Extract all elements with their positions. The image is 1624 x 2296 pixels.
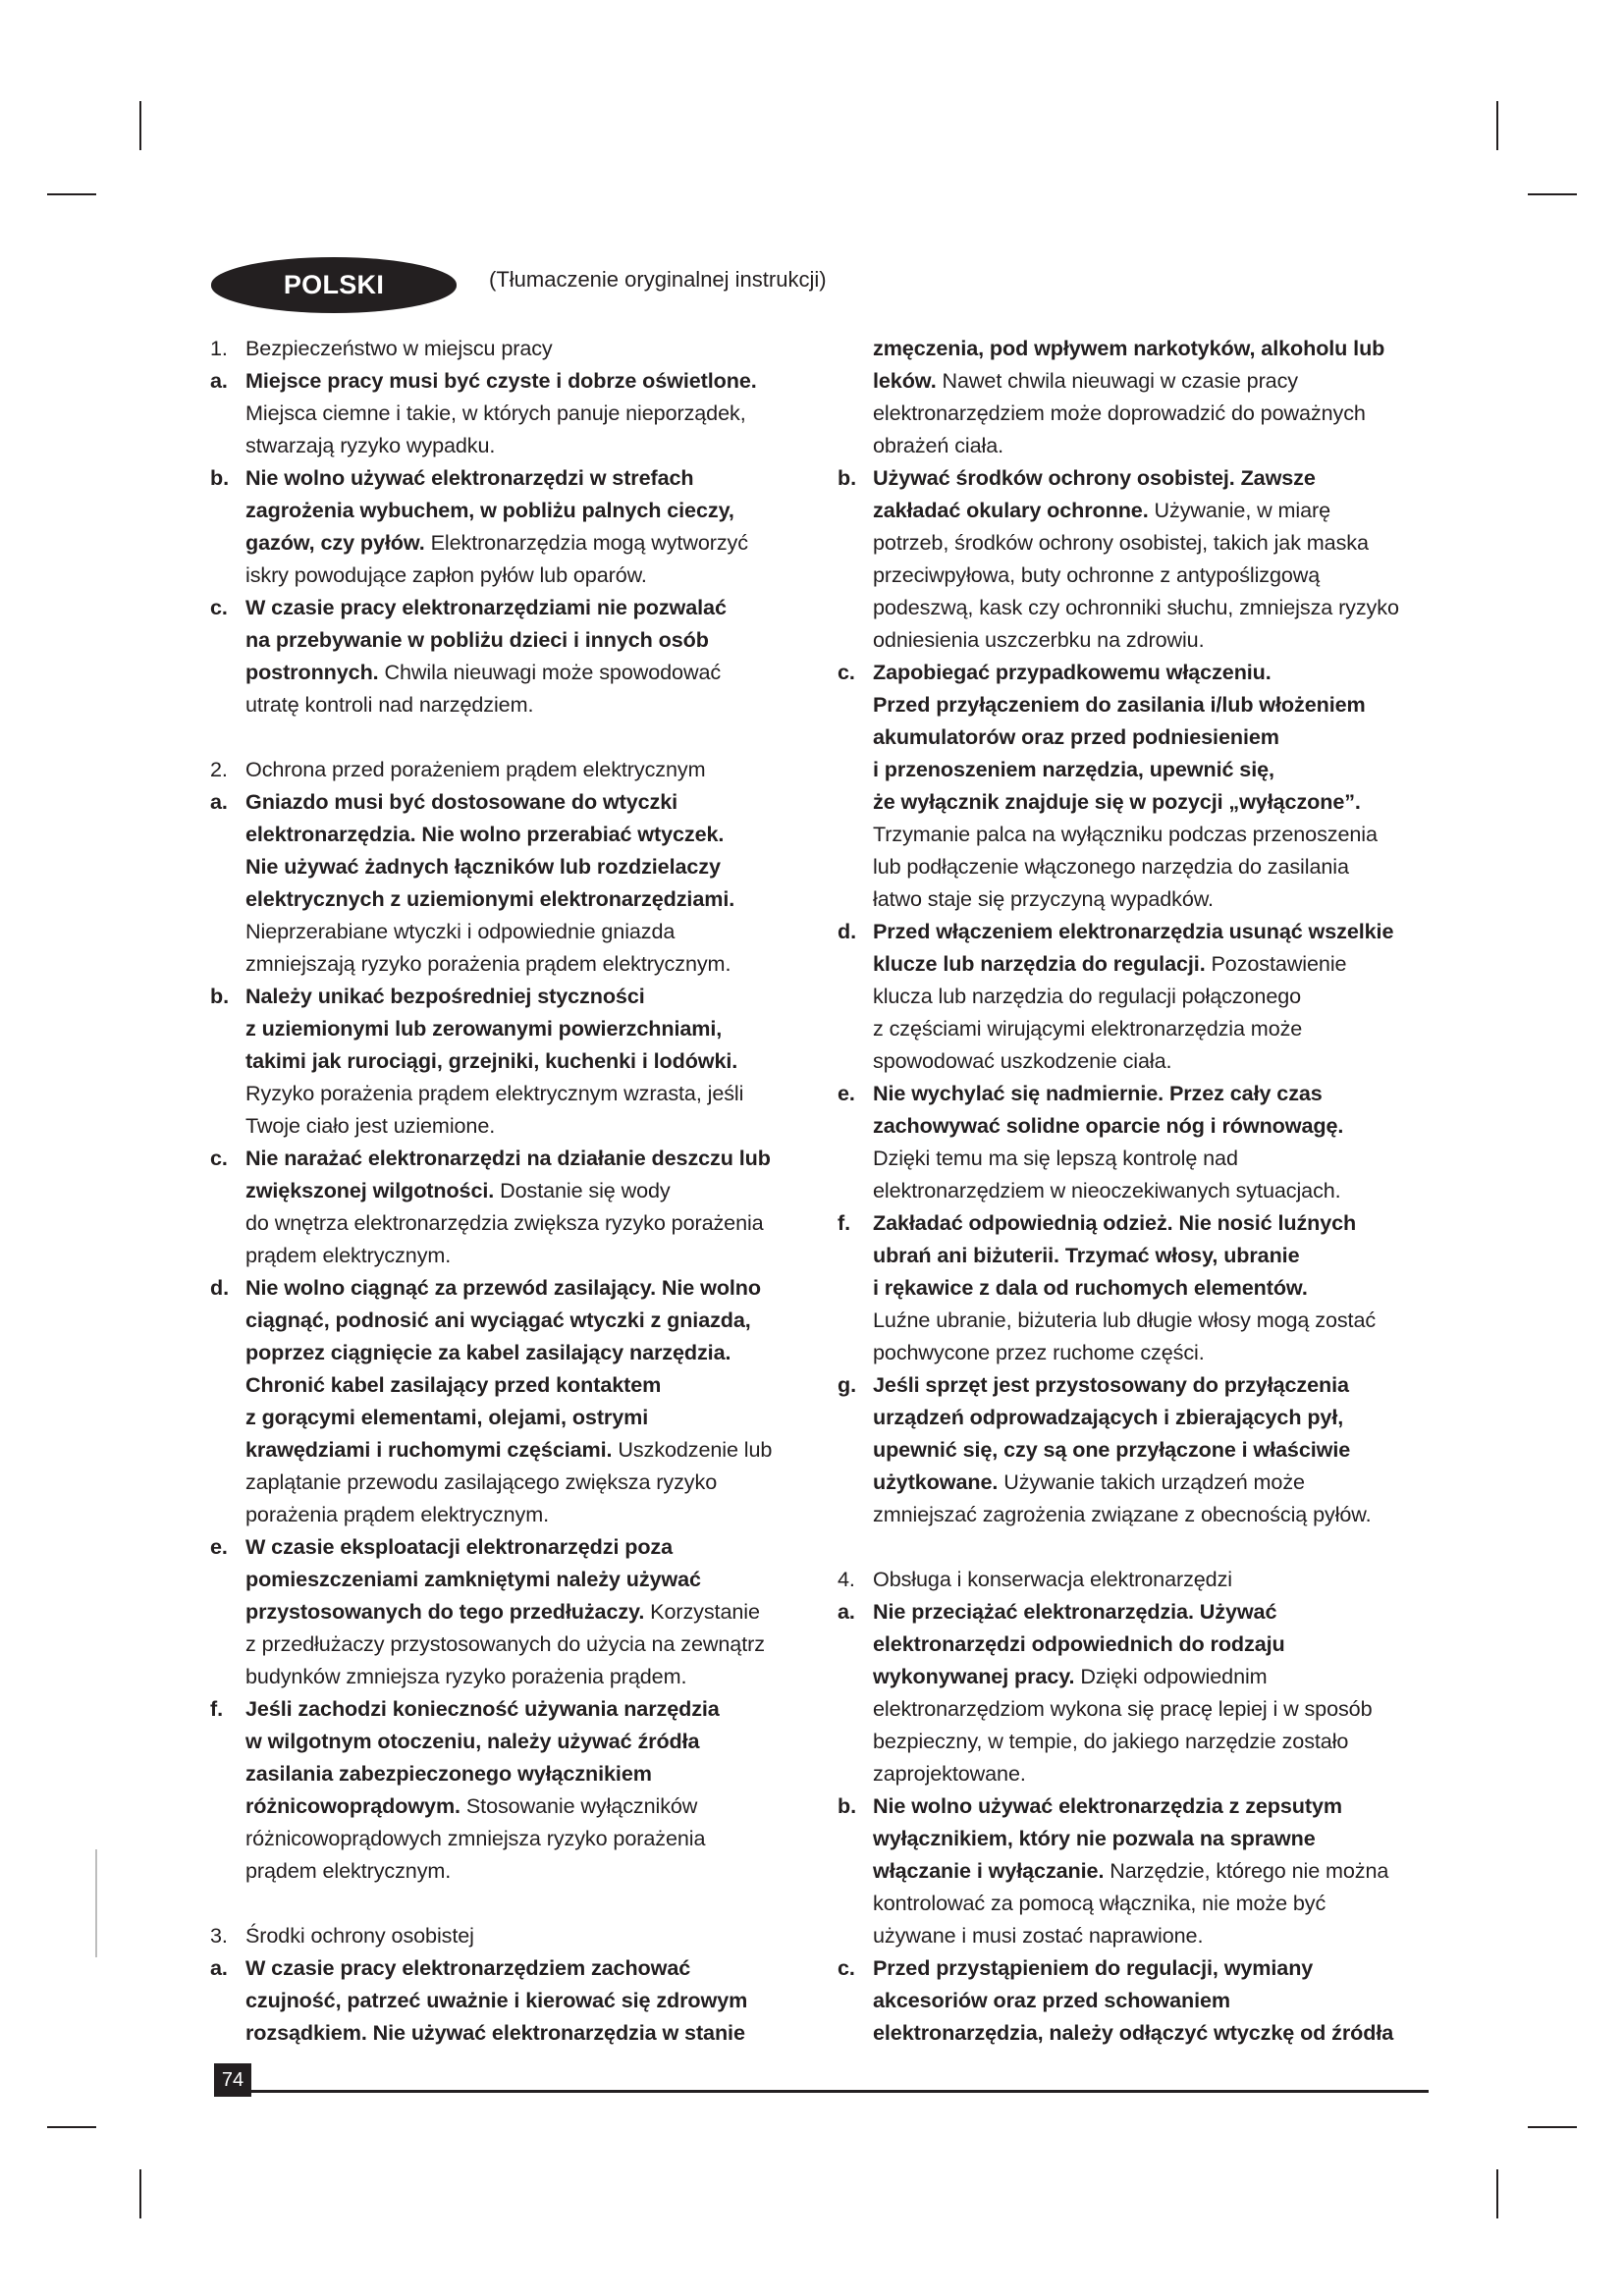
text-line (210, 1660, 819, 1692)
section-title: Ochrona przed porażeniem prądem elektrycznym (245, 757, 706, 781)
item-marker: b. (838, 465, 856, 490)
body-text: stwarzają ryzyko wypadku. (245, 433, 496, 457)
text-line (210, 1466, 819, 1498)
bold-text: użytkowane. (873, 1469, 999, 1494)
text-line (838, 882, 1427, 915)
text-line (210, 1012, 819, 1044)
list-item-line (838, 1595, 1427, 1628)
text-line (838, 1433, 1427, 1466)
text-line (838, 1271, 1427, 1304)
body-text: różnicowoprądowych zmniejsza ryzyko porażenia (245, 1826, 706, 1850)
bold-text: W czasie eksploatacji elektronarzędzi poza (245, 1534, 674, 1559)
bold-text: Przed przystąpieniem do regulacji, wymiany (873, 1955, 1314, 1980)
text-line (210, 1044, 819, 1077)
bold-text: elektronarzędzi odpowiednich do rodzaju (873, 1631, 1285, 1656)
text-line (838, 1044, 1427, 1077)
body-text: elektronarzędziem może doprowadzić do poważnych (873, 400, 1366, 425)
bold-text: W czasie pracy elektronarzędziami nie pozwalać (245, 595, 727, 619)
bold-text: poprzez ciągnięcie za kabel zasilający narzędzia. (245, 1340, 731, 1364)
body-text: Pozostawienie (1205, 951, 1347, 976)
text-line (210, 688, 819, 721)
bold-text: klucze lub narzędzia do regulacji. (873, 951, 1206, 976)
body-text: Chwila nieuwagi może spowodować (378, 660, 722, 684)
text-line (838, 1401, 1427, 1433)
text-line (210, 1628, 819, 1660)
text-line (838, 1466, 1427, 1498)
list-item-line (210, 364, 819, 397)
list-item-line (838, 1077, 1427, 1109)
body-text: spowodować uszkodzenie ciała. (873, 1048, 1172, 1073)
list-item-line (210, 785, 819, 818)
item-marker: a. (210, 368, 228, 393)
item-marker: g. (838, 1372, 856, 1397)
item-marker: b. (210, 984, 229, 1008)
body-text: Dzięki odpowiednim (1074, 1664, 1268, 1688)
body-text: budynków zmniejsza ryzyko porażenia prądem. (245, 1664, 687, 1688)
list-item-line (838, 1951, 1427, 1984)
body-text: zmniejszać zagrożenia związane z obecnością pyłów. (873, 1502, 1372, 1526)
item-marker: c. (210, 1146, 228, 1170)
bold-text: rozsądkiem. Nie używać elektronarzędzia w stanie (245, 2020, 745, 2045)
bold-text: zakładać okulary ochronne. (873, 498, 1149, 522)
item-marker: c. (838, 1955, 855, 1980)
bold-text: z uziemionymi lub zerowanymi powierzchniami, (245, 1016, 723, 1041)
item-marker: e. (838, 1081, 855, 1105)
text-line (838, 1012, 1427, 1044)
bold-text: że wyłącznik znajduje się w pozycji „wyłączone”. (873, 789, 1361, 814)
bold-text: Przed włączeniem elektronarzędzia usunąć wszelkie (873, 919, 1394, 943)
text-line (210, 1239, 819, 1271)
list-item-line (210, 461, 819, 494)
bold-text: Nie narażać elektronarzędzi na działanie deszczu lub (245, 1146, 771, 1170)
list-item-line (838, 1789, 1427, 1822)
item-marker: d. (838, 919, 856, 943)
text-line (210, 526, 819, 559)
paragraph-gap (210, 1887, 819, 1919)
body-text: bezpieczny, w tempie, do jakiego narzędzie zostało (873, 1729, 1349, 1753)
section-heading (838, 1563, 1427, 1595)
section-number: 1. (210, 336, 228, 360)
bold-text: zasilania zabezpieczonego wyłącznikiem (245, 1761, 652, 1786)
body-text: Korzystanie (644, 1599, 760, 1624)
text-line (210, 1304, 819, 1336)
section-title: Środki ochrony osobistej (245, 1923, 474, 1948)
section-heading (210, 1919, 819, 1951)
body-text: przeciwpyłowa, buty ochronne z antypoślizgową (873, 562, 1321, 587)
crop-mark (1496, 101, 1498, 150)
text-line (210, 850, 819, 882)
bold-text: zagrożenia wybuchem, w pobliżu palnych cieczy, (245, 498, 734, 522)
footer-rule (214, 2090, 1429, 2093)
text-line (838, 397, 1427, 429)
text-line (210, 429, 819, 461)
bold-text: elektronarzędzia. Nie wolno przerabiać wtyczek. (245, 822, 725, 846)
body-text: zaprojektowane. (873, 1761, 1026, 1786)
crop-mark (47, 2126, 96, 2128)
bold-text: Zapobiegać przypadkowemu włączeniu. (873, 660, 1272, 684)
bold-text: W czasie pracy elektronarzędziem zachować (245, 1955, 691, 1980)
crop-mark (1496, 2169, 1498, 2218)
text-line (210, 882, 819, 915)
section-number: 2. (210, 757, 228, 781)
body-text: prądem elektrycznym. (245, 1243, 452, 1267)
text-line (210, 494, 819, 526)
bold-text: leków. (873, 368, 937, 393)
bold-text: Przed przyłączeniem do zasilania i/lub włożeniem (873, 692, 1366, 717)
bold-text: postronnych. (245, 660, 379, 684)
item-marker: f. (838, 1210, 850, 1235)
crop-mark (139, 2169, 141, 2218)
body-text: łatwo staje się przyczyną wypadków. (873, 886, 1214, 911)
body-text: porażenia prądem elektrycznym. (245, 1502, 550, 1526)
text-line (210, 1206, 819, 1239)
text-line (838, 1725, 1427, 1757)
body-text: z częściami wirującymi elektronarzędzia może (873, 1016, 1303, 1041)
body-text: Elektronarzędzia mogą wytworzyć (424, 530, 748, 555)
text-line (838, 1336, 1427, 1368)
bold-text: zachowywać solidne oparcie nóg i równowagę. (873, 1113, 1344, 1138)
text-line (210, 2016, 819, 2049)
section-title: Bezpieczeństwo w miejscu pracy (245, 336, 553, 360)
body-text: Dostanie się wody (494, 1178, 671, 1202)
bold-text: włączanie i wyłączanie. (873, 1858, 1105, 1883)
body-text: zaplątanie przewodu zasilającego zwiększa ryzyko (245, 1469, 718, 1494)
text-line (838, 1142, 1427, 1174)
bold-text: zwiększonej wilgotności. (245, 1178, 495, 1202)
bold-text: pomieszczeniami zamkniętymi należy używać (245, 1567, 701, 1591)
bold-text: elektronarzędzia, należy odłączyć wtyczkę od źródła (873, 2020, 1394, 2045)
bold-text: Jeśli zachodzi konieczność używania narzędzia (245, 1696, 720, 1721)
body-text: kontrolować za pomocą włącznika, nie może być (873, 1891, 1326, 1915)
text-line (838, 818, 1427, 850)
body-text: z przedłużaczy przystosowanych do użycia na zewnątrz (245, 1631, 765, 1656)
bold-text: Gniazdo musi być dostosowane do wtyczki (245, 789, 678, 814)
text-line (210, 1854, 819, 1887)
bold-text: czujność, patrzeć uważnie i kierować się zdrowym (245, 1988, 748, 2012)
bold-text: gazów, czy pyłów. (245, 530, 425, 555)
list-item-line (210, 1271, 819, 1304)
body-text: Luźne ubranie, biżuteria lub długie włosy mogą zostać (873, 1308, 1377, 1332)
text-line (838, 785, 1427, 818)
text-line (838, 1628, 1427, 1660)
list-item-line (210, 980, 819, 1012)
body-text: Używanie, w miarę (1148, 498, 1331, 522)
text-line (210, 559, 819, 591)
text-line (838, 1822, 1427, 1854)
body-text: Nieprzerabiane wtyczki i odpowiednie gniazda (245, 919, 676, 943)
item-marker: a. (838, 1599, 855, 1624)
text-line (838, 364, 1427, 397)
bold-text: Zakładać odpowiednią odzież. Nie nosić luźnych (873, 1210, 1357, 1235)
list-item-line (210, 1951, 819, 1984)
body-text: pochwycone przez ruchome części. (873, 1340, 1205, 1364)
bold-text: akumulatorów oraz przed podniesieniem (873, 724, 1279, 749)
bold-text: Nie przeciążać elektronarzędzia. Używać (873, 1599, 1277, 1624)
bold-text: w wilgotnym otoczeniu, należy używać źródła (245, 1729, 700, 1753)
bold-text: akcesoriów oraz przed schowaniem (873, 1988, 1231, 2012)
text-line (210, 1401, 819, 1433)
text-line (838, 623, 1427, 656)
bold-text: ubrań ani biżuterii. Trzymać włosy, ubranie (873, 1243, 1300, 1267)
text-line (210, 1077, 819, 1109)
text-line (838, 1757, 1427, 1789)
text-line (838, 1919, 1427, 1951)
body-text: używane i musi zostać naprawione. (873, 1923, 1204, 1948)
bold-text: Nie wolno używać elektronarzędzi w strefach (245, 465, 694, 490)
bold-text: Miejsce pracy musi być czyste i dobrze oświetlone. (245, 368, 757, 393)
section-title: Obsługa i konserwacja elektronarzędzi (873, 1567, 1232, 1591)
text-line (838, 526, 1427, 559)
crop-mark (139, 101, 141, 150)
text-line (838, 1887, 1427, 1919)
page-number: 74 (214, 2063, 251, 2097)
item-marker: f. (210, 1696, 223, 1721)
body-text: Używanie takich urządzeń może (998, 1469, 1305, 1494)
bold-text: Nie wolno ciągnąć za przewód zasilający. Nie wolno (245, 1275, 761, 1300)
text-line (838, 1498, 1427, 1530)
list-item-line (838, 1206, 1427, 1239)
text-line (838, 850, 1427, 882)
bold-text: różnicowoprądowym. (245, 1793, 460, 1818)
text-line (838, 1239, 1427, 1271)
bold-text: przystosowanych do tego przedłużaczy. (245, 1599, 645, 1624)
text-line (210, 397, 819, 429)
text-line (210, 1789, 819, 1822)
crop-mark (1528, 2126, 1577, 2128)
bold-text: zmęczenia, pod wpływem narkotyków, alkoholu lub (873, 336, 1385, 360)
text-line (838, 1660, 1427, 1692)
text-line (210, 1109, 819, 1142)
bold-text: i rękawice z dala od ruchomych elementów. (873, 1275, 1308, 1300)
text-line (838, 559, 1427, 591)
text-line (210, 818, 819, 850)
list-item-line (838, 1368, 1427, 1401)
body-text: potrzeb, środków ochrony osobistej, takich jak maska (873, 530, 1369, 555)
body-text: podeszwą, kask czy ochronniki słuchu, zmniejsza ryzyko (873, 595, 1399, 619)
left-column (210, 332, 819, 2049)
text-line (838, 429, 1427, 461)
bold-text: Nie używać żadnych łączników lub rozdzielaczy (245, 854, 721, 879)
text-line (210, 1498, 819, 1530)
bold-text: wykonywanej pracy. (873, 1664, 1075, 1688)
body-text: prądem elektrycznym. (245, 1858, 452, 1883)
text-line (838, 1109, 1427, 1142)
text-line (838, 1854, 1427, 1887)
list-item-line (210, 1692, 819, 1725)
text-line (838, 753, 1427, 785)
text-line (210, 1336, 819, 1368)
body-text: Stosowanie wyłączników (460, 1793, 698, 1818)
text-line (838, 332, 1427, 364)
text-line (838, 494, 1427, 526)
text-line (210, 1368, 819, 1401)
body-text: Uszkodzenie lub (612, 1437, 773, 1462)
body-text: Ryzyko porażenia prądem elektrycznym wzrasta, jeśli (245, 1081, 744, 1105)
text-line (210, 1595, 819, 1628)
text-line (838, 688, 1427, 721)
text-line (838, 1304, 1427, 1336)
section-heading (210, 332, 819, 364)
body-text: lub podłączenie włączonego narzędzia do zasilania (873, 854, 1349, 879)
body-text: Nawet chwila nieuwagi w czasie pracy (936, 368, 1298, 393)
bold-text: ciągnąć, podnosić ani wyciągać wtyczki z gniazda, (245, 1308, 751, 1332)
bold-text: wyłącznikiem, który nie pozwala na sprawne (873, 1826, 1316, 1850)
text-line (838, 1174, 1427, 1206)
item-marker: d. (210, 1275, 229, 1300)
bold-text: takimi jak rurociągi, grzejniki, kuchenki i lodówki. (245, 1048, 738, 1073)
body-text: Dzięki temu ma się lepszą kontrolę nad (873, 1146, 1238, 1170)
body-text: elektronarzędziom wykona się pracę lepiej i w sposób (873, 1696, 1373, 1721)
text-line (210, 1563, 819, 1595)
section-heading (210, 753, 819, 785)
body-text: zmniejszają ryzyko porażenia prądem elektrycznym. (245, 951, 731, 976)
bold-text: z gorącymi elementami, olejami, ostrymi (245, 1405, 649, 1429)
bold-text: upewnić się, czy są one przyłączone i właściwie (873, 1437, 1351, 1462)
text-line (210, 1984, 819, 2016)
text-line (838, 947, 1427, 980)
list-item-line (838, 656, 1427, 688)
crop-mark (1528, 193, 1577, 195)
right-column (838, 332, 1427, 2049)
body-text: Trzymanie palca na wyłączniku podczas przenoszenia (873, 822, 1378, 846)
margin-line (95, 1849, 97, 1957)
section-number: 3. (210, 1923, 228, 1948)
body-text: Narzędzie, którego nie można (1104, 1858, 1389, 1883)
item-marker: c. (838, 660, 855, 684)
paragraph-gap (838, 1530, 1427, 1563)
body-text: Miejsca ciemne i takie, w których panuje nieporządek, (245, 400, 746, 425)
text-line (210, 1174, 819, 1206)
bold-text: Należy unikać bezpośredniej styczności (245, 984, 645, 1008)
bold-text: Chronić kabel zasilający przed kontaktem (245, 1372, 662, 1397)
crop-mark (47, 193, 96, 195)
text-line (210, 915, 819, 947)
bold-text: urządzeń odprowadzających i zbierających pył, (873, 1405, 1344, 1429)
text-line (210, 1757, 819, 1789)
body-text: Twoje ciało jest uziemione. (245, 1113, 496, 1138)
item-marker: b. (210, 465, 229, 490)
text-line (210, 1433, 819, 1466)
bold-text: Używać środków ochrony osobistej. Zawsze (873, 465, 1316, 490)
text-line (210, 1725, 819, 1757)
section-number: 4. (838, 1567, 855, 1591)
item-marker: a. (210, 1955, 228, 1980)
text-line (838, 2016, 1427, 2049)
list-item-line (838, 461, 1427, 494)
bold-text: Nie wolno używać elektronarzędzia z zepsutym (873, 1793, 1342, 1818)
list-item-line (838, 915, 1427, 947)
bold-text: elektrycznych z uziemionymi elektronarzędziami. (245, 886, 735, 911)
bold-text: na przebywanie w pobliżu dzieci i innych osób (245, 627, 709, 652)
item-marker: c. (210, 595, 228, 619)
body-text: klucza lub narzędzia do regulacji połączonego (873, 984, 1302, 1008)
body-text: obrażeń ciała. (873, 433, 1004, 457)
item-marker: a. (210, 789, 228, 814)
body-text: do wnętrza elektronarzędzia zwiększa ryzyko porażenia (245, 1210, 764, 1235)
text-line (210, 1822, 819, 1854)
item-marker: e. (210, 1534, 228, 1559)
list-item-line (210, 591, 819, 623)
text-line (838, 591, 1427, 623)
body-text: odniesienia uszczerbku na zdrowiu. (873, 627, 1205, 652)
bold-text: Nie wychylać się nadmiernie. Przez cały czas (873, 1081, 1323, 1105)
body-text: elektronarzędziem w nieoczekiwanych sytuacjach. (873, 1178, 1341, 1202)
text-line (210, 947, 819, 980)
list-item-line (210, 1530, 819, 1563)
language-badge: POLSKI (211, 257, 457, 313)
text-line (838, 1692, 1427, 1725)
item-marker: b. (838, 1793, 856, 1818)
text-line (210, 623, 819, 656)
text-line (838, 721, 1427, 753)
paragraph-gap (210, 721, 819, 753)
body-text: iskry powodujące zapłon pyłów lub oparów. (245, 562, 647, 587)
bold-text: Jeśli sprzęt jest przystosowany do przyłączenia (873, 1372, 1349, 1397)
body-text: utratę kontroli nad narzędziem. (245, 692, 534, 717)
page-subtitle: (Tłumaczenie oryginalnej instrukcji) (489, 267, 827, 292)
bold-text: i przenoszeniem narzędzia, upewnić się, (873, 757, 1274, 781)
text-line (210, 656, 819, 688)
list-item-line (210, 1142, 819, 1174)
text-line (838, 1984, 1427, 2016)
text-line (838, 980, 1427, 1012)
bold-text: krawędziami i ruchomymi częściami. (245, 1437, 613, 1462)
